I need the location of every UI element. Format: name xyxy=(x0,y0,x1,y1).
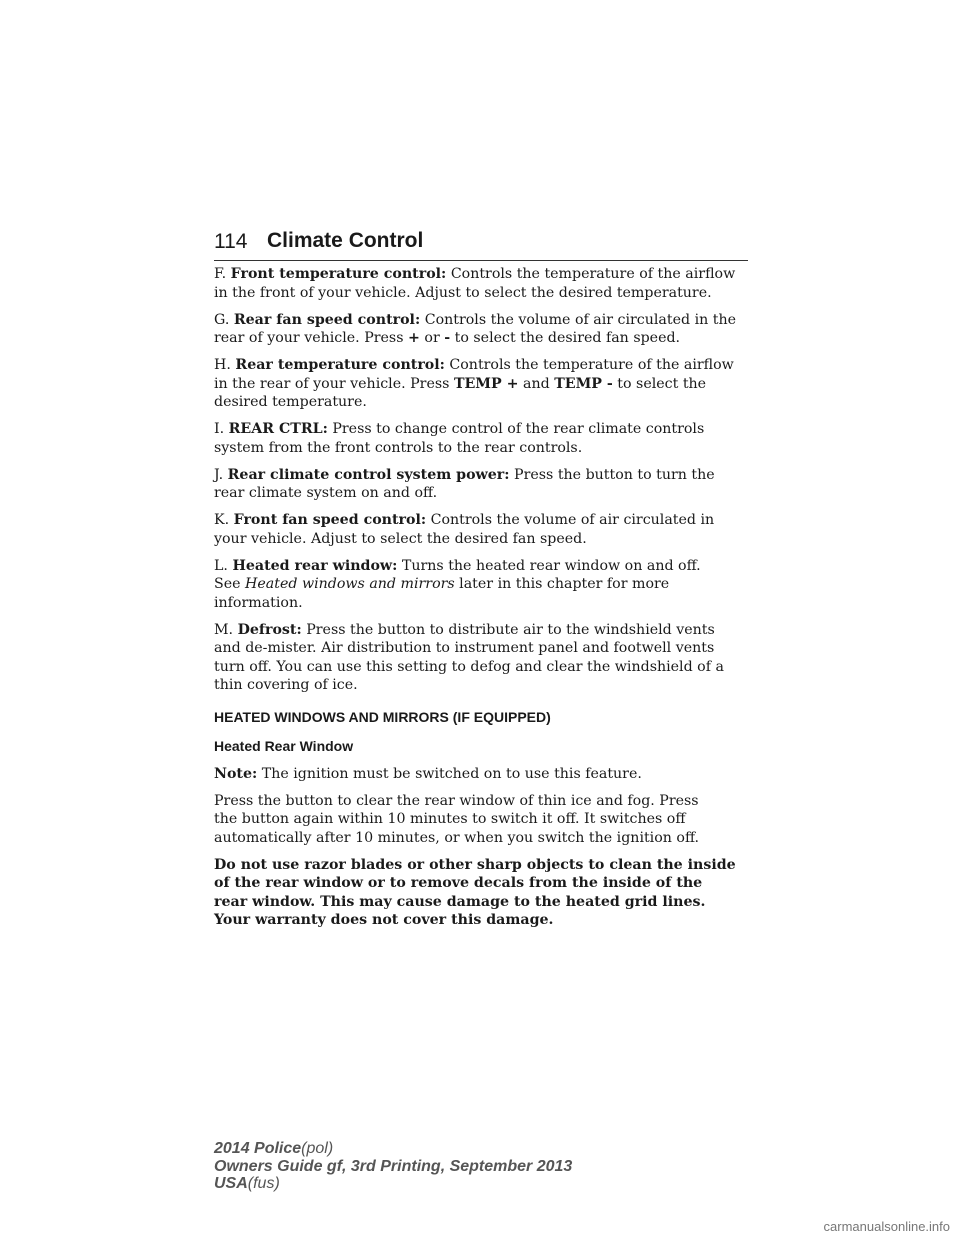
list-item-g: G. Rear fan speed control: Controls the volume of air circulated in the rear of your vehicle. Press + or - to select the desired fan speed. xyxy=(214,311,736,346)
item-term: Front fan speed control: xyxy=(233,512,427,528)
cross-reference-link: Heated windows and mirrors xyxy=(245,576,455,592)
item-term: Rear climate control system power: xyxy=(227,466,510,483)
item-term: Front temperature control: xyxy=(230,266,447,282)
list-item-h: H. Rear temperature control: Controls the temperature of the airflow in the rear of your vehicle. Press TEMP + and TEMP - to select the desired temperature. xyxy=(214,357,734,410)
item-term: Heated rear window: xyxy=(232,557,398,574)
item-term: Rear fan speed control: xyxy=(233,311,421,328)
footer-line-3: USA(fus) xyxy=(214,1175,280,1192)
list-item-f: F. Front temperature control: Controls the temperature of the airflow in the front of your vehicle. Adjust to select the desired temperature. xyxy=(214,266,736,301)
body-paragraph: Press the button to clear the rear window of thin ice and fog. Press the button again within 10 minutes to switch it off. It switches off automatically after 10 minutes, or when you switch the ignition off. xyxy=(214,792,700,846)
page-content xyxy=(214,265,754,938)
list-item-j: J. Rear climate control system power: Press the button to turn the rear climate system on and off. xyxy=(214,466,715,501)
list-item-m: M. Defrost: Press the button to distribute air to the windshield vents and de-mister. Air distribution to instrument panel and footwell vents turn off. You can use this setting to defog and clear the windshield of a thin covering of ice. xyxy=(214,621,724,693)
section-heading: HEATED WINDOWS AND MIRRORS (IF EQUIPPED) xyxy=(214,708,551,725)
warning-text: Do not use razor blades or other sharp objects to clean the inside of the rear window or to remove decals from the inside of the rear window. This may cause damage to the heated grid lines. Your warranty does not cover this damage. xyxy=(214,856,736,928)
footer-line-2: Owners Guide gf, 3rd Printing, September 2013 xyxy=(214,1157,573,1175)
list-item-k: K. Front fan speed control: Controls the volume of air circulated in your vehicle. Adjust to select the desired fan speed. xyxy=(214,512,715,547)
subheading: Heated Rear Window xyxy=(214,738,354,754)
item-term: REAR CTRL: xyxy=(228,421,328,437)
list-item-l: L. Heated rear window: Turns the heated rear window on and off. See Heated windows and mirrors later in this chapter for more information. xyxy=(214,557,701,611)
chapter-title: Climate Control xyxy=(267,229,424,252)
footer-line-1: 2014 Police(pol) xyxy=(214,1140,334,1157)
item-term: Rear temperature control: xyxy=(235,357,445,373)
page-header xyxy=(214,230,748,261)
watermark: carmanualsonline.info xyxy=(823,1219,950,1234)
page-footer xyxy=(214,1140,572,1193)
note: Note: The ignition must be switched on to use this feature. xyxy=(214,765,642,782)
page-number: 114 xyxy=(214,230,248,253)
list-item-i: I. REAR CTRL: Press to change control of the rear climate controls system from the front controls to the rear controls. xyxy=(214,421,705,456)
item-term: Defrost: xyxy=(237,621,302,638)
note-label: Note: xyxy=(214,765,258,782)
